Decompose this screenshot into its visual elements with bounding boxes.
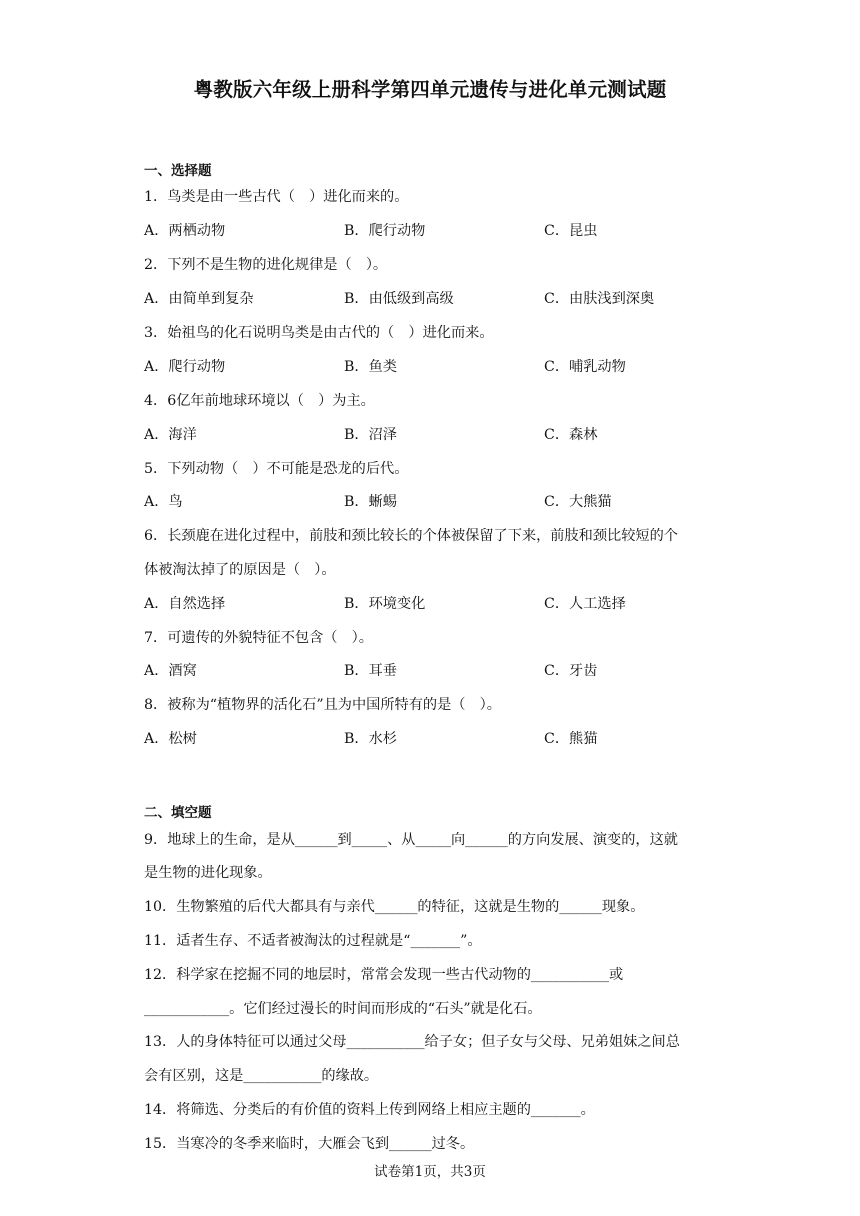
question-5: 5．下列动物（ ）不可能是恐龙的后代。 [144,461,409,477]
q8-option-a: A．松树 [144,731,197,747]
question-12-line-1: 12．科学家在挖掘不同的地层时，常常会发现一些古代动物的___________或 [144,967,624,983]
section-heading-fill: 二、填空题 [144,805,212,821]
question-3: 3．始祖鸟的化石说明鸟类是由古代的（ ）进化而来。 [144,325,494,341]
q3-option-b: B．鱼类 [344,359,397,375]
section-heading-choice: 一、选择题 [144,163,212,179]
question-7: 7．可遗传的外貌特征不包含（ ）。 [144,630,373,646]
page-footer: 试卷第1页，共3页 [374,1164,486,1180]
q6-option-c: C．人工选择 [544,596,626,612]
q5-option-b: B．蜥蜴 [344,494,397,510]
question-13-line-2: 会有区别，这是___________的缘故。 [144,1068,379,1084]
question-2: 2．下列不是生物的进化规律是（ ）。 [144,257,388,273]
question-13-line-1: 13．人的身体特征可以通过父母___________给子女；但子女与父母、兄弟姐妹之间总 [144,1034,680,1050]
question-4: 4．6亿年前地球环境以（ ）为主。 [144,393,375,409]
q7-option-b: B．耳垂 [344,663,397,679]
q2-option-c: C．由肤浅到深奥 [544,291,655,307]
q7-option-a: A．酒窝 [144,663,197,679]
question-6-line-2: 体被淘汰掉了的原因是（ ）。 [144,562,336,578]
question-6-line-1: 6．长颈鹿在进化过程中，前肢和颈比较长的个体被保留了下来，前肢和颈比较短的个 [144,528,678,544]
question-14: 14．将筛选、分类后的有价值的资料上传到网络上相应主题的_______。 [144,1102,595,1118]
q6-option-b: B．环境变化 [344,596,426,612]
question-9-line-1: 9．地球上的生命，是从______到_____、从_____向______的方向发展、演变的，这就 [144,832,678,848]
q4-option-a: A．海洋 [144,427,197,443]
q1-option-a: A．两栖动物 [144,223,226,239]
q4-option-b: B．沼泽 [344,427,397,443]
page-title: 粤教版六年级上册科学第四单元遗传与进化单元测试题 [193,78,667,101]
question-12-line-2: ____________。它们经过漫长的时间而形成的“石头”就是化石。 [144,1001,542,1017]
question-8: 8．被称为“植物界的活化石”且为中国所特有的是（ ）。 [144,697,501,713]
q2-option-b: B．由低级到高级 [344,291,454,307]
q6-option-a: A．自然选择 [144,596,226,612]
q8-option-c: C．熊猫 [544,731,598,747]
q7-option-c: C．牙齿 [544,663,598,679]
q2-option-a: A．由简单到复杂 [144,291,254,307]
q3-option-c: C．哺乳动物 [544,359,626,375]
q8-option-b: B．水杉 [344,731,397,747]
q1-option-b: B．爬行动物 [344,223,426,239]
question-9-line-2: 是生物的进化现象。 [144,865,272,881]
question-11: 11．适者生存、不适者被淘汰的过程就是“_______”。 [144,933,482,949]
q4-option-c: C．森林 [544,427,598,443]
question-15: 15．当寒冷的冬季来临时，大雁会飞到______过冬。 [144,1136,475,1152]
q5-option-a: A．鸟 [144,494,183,510]
q5-option-c: C．大熊猫 [544,494,612,510]
question-1: 1．鸟类是由一些古代（ ）进化而来的。 [144,189,409,205]
question-10: 10．生物繁殖的后代大都具有与亲代______的特征，这就是生物的______现象。 [144,899,645,915]
q1-option-c: C．昆虫 [544,223,598,239]
q3-option-a: A．爬行动物 [144,359,226,375]
